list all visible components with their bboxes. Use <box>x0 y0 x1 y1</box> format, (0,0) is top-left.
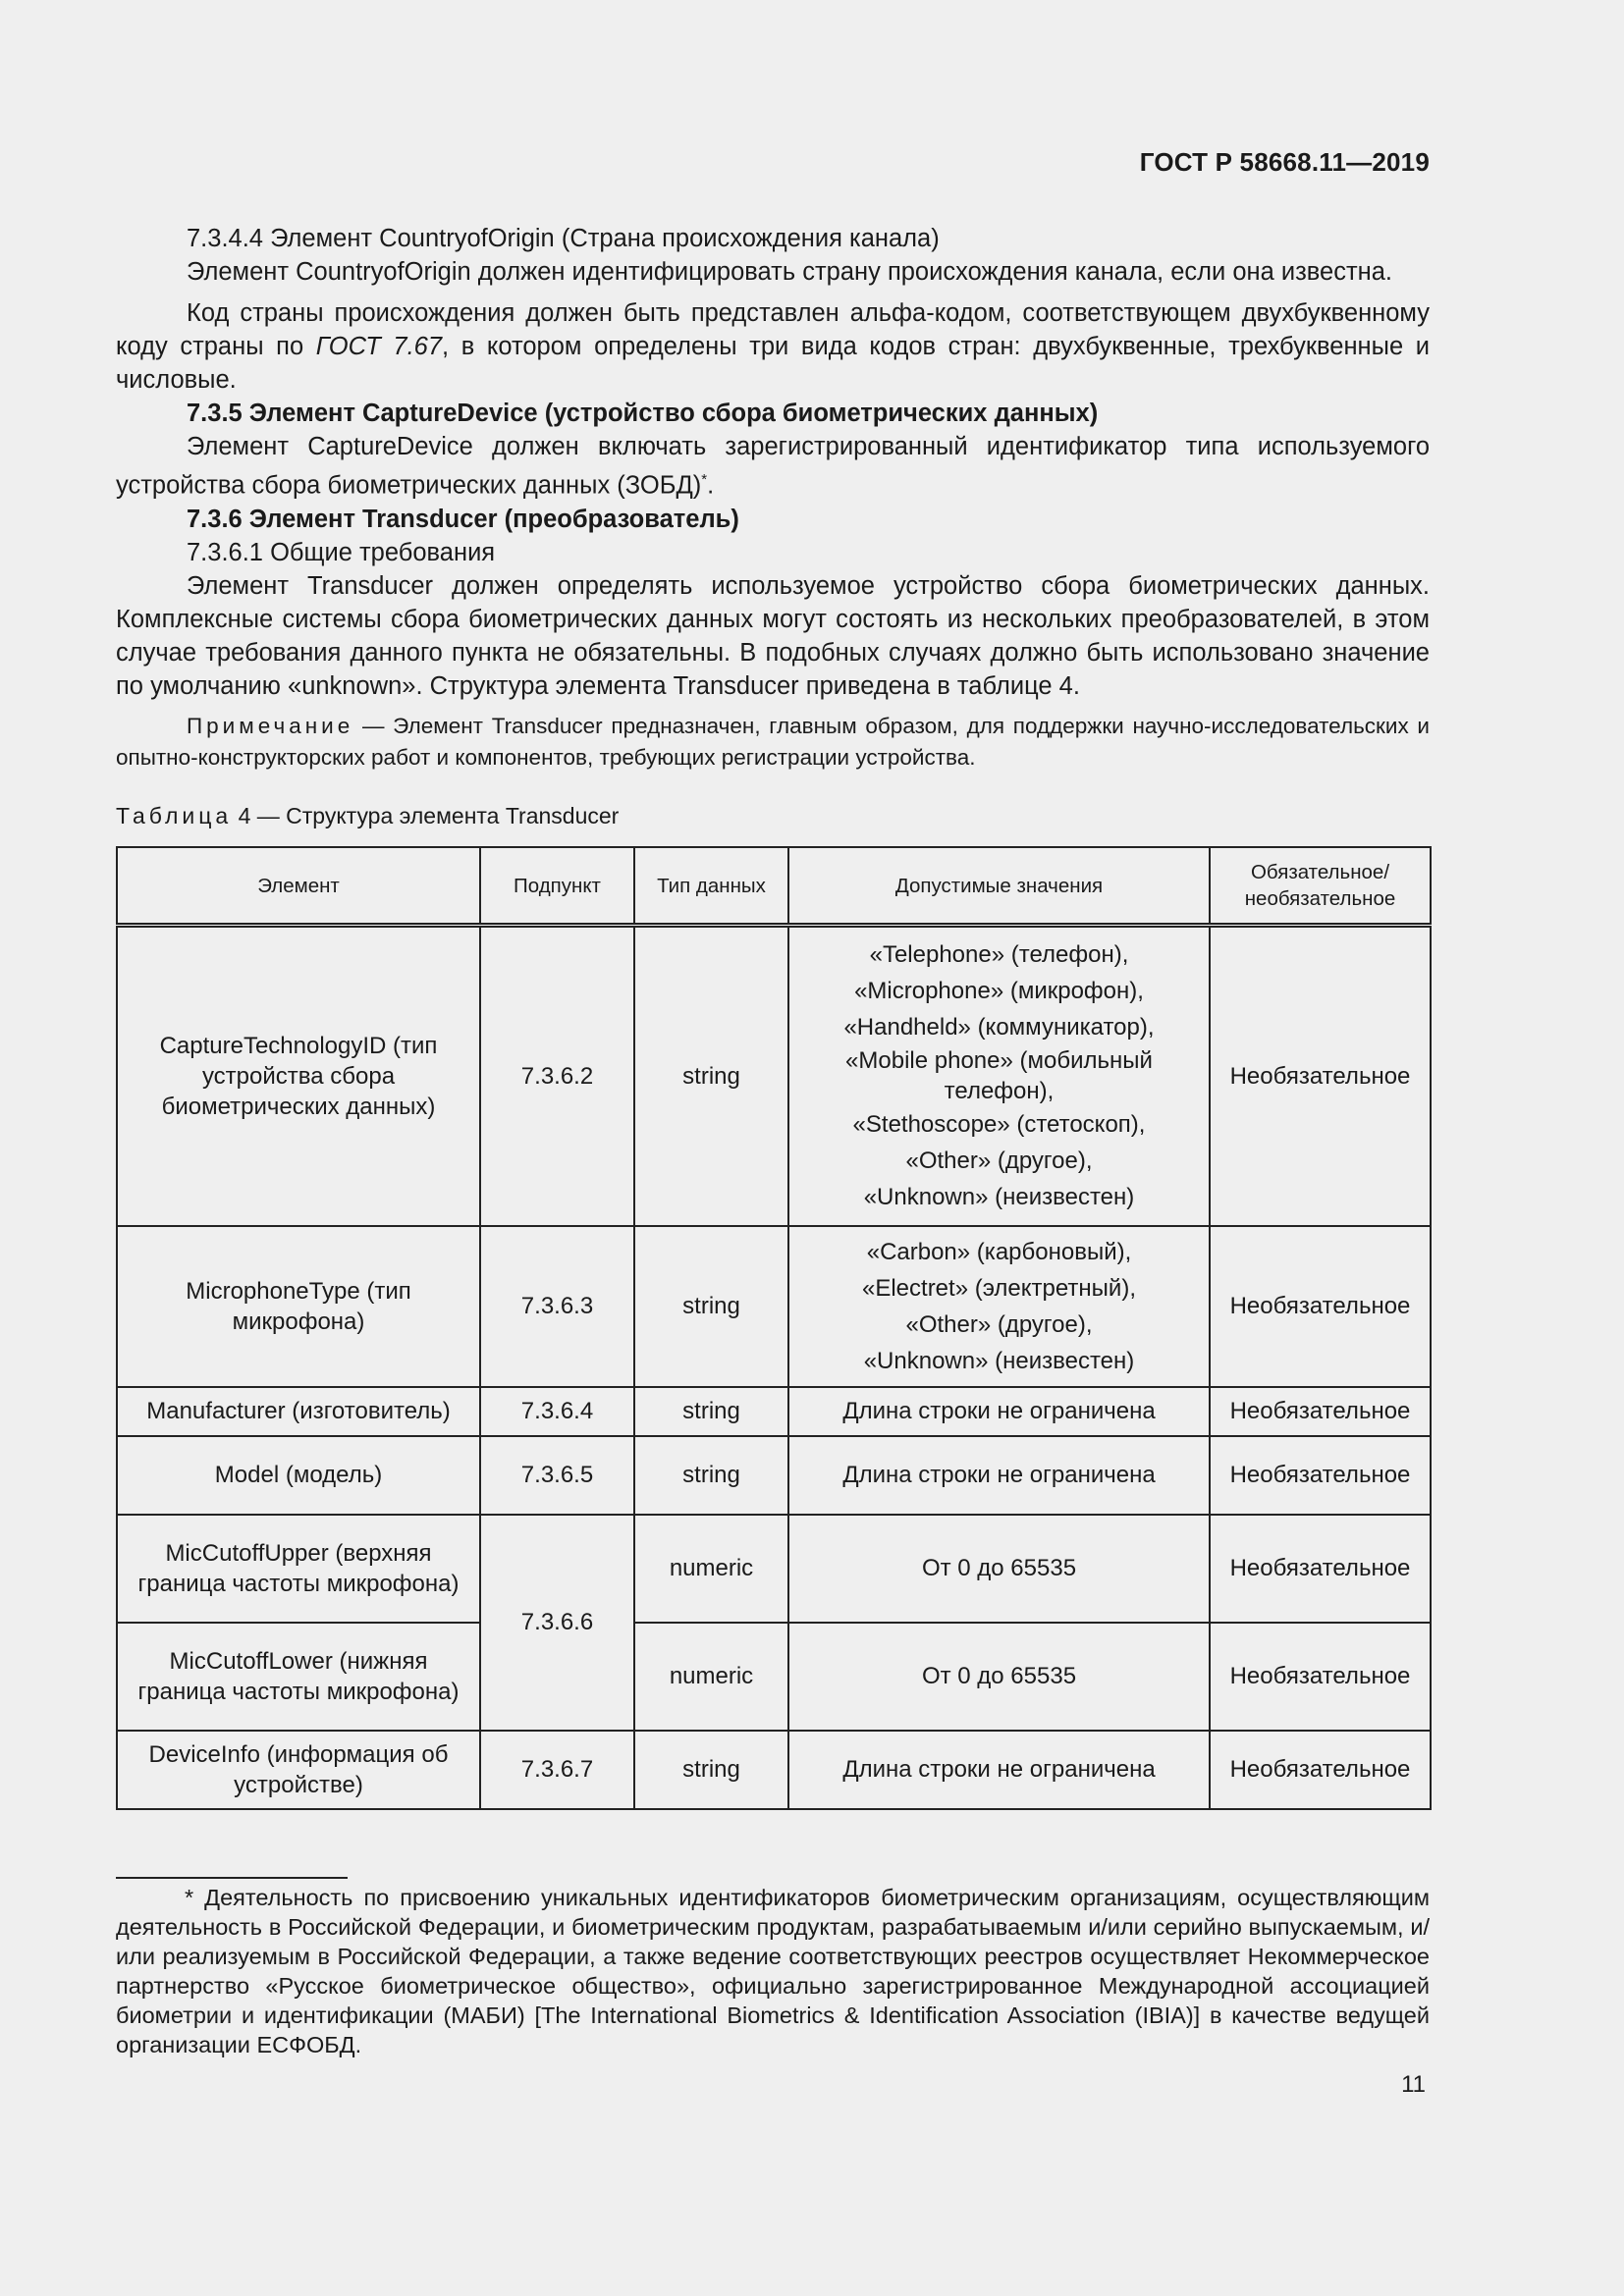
clause-7-3-4-4-heading: 7.3.4.4 Элемент CountryofOrigin (Страна происхождения канала) <box>187 225 940 252</box>
page-number: 11 <box>1401 2071 1426 2098</box>
header-required: Обязательное/ необязательное <box>1210 847 1431 926</box>
transducer-structure-table <box>116 846 1432 1810</box>
cell-clause: 7.3.6.2 <box>480 926 634 1226</box>
cell-clause: 7.3.6.4 <box>480 1387 634 1436</box>
cell-element: CaptureTechnologyID (тип устройства сбора биометрических данных) <box>117 926 480 1226</box>
body-text <box>116 222 1430 774</box>
value-item: «Other» (другое), <box>905 1310 1093 1338</box>
standard-code: ГОСТ Р 58668.11—2019 <box>1139 147 1430 177</box>
clause-7-3-5-heading: 7.3.5 Элемент CaptureDevice (устройство сбора биометрических данных) <box>187 400 1099 427</box>
value-item: «Other» (другое), <box>905 1148 1093 1175</box>
cell-clause: 7.3.6.3 <box>480 1226 634 1387</box>
cell-values <box>788 926 1210 1226</box>
cell-element: Manufacturer (изготовитель) <box>117 1387 480 1436</box>
value-item: «Electret» (электретный), <box>861 1274 1136 1302</box>
table-header-row <box>117 847 1431 926</box>
clause-7-3-6-1-heading: 7.3.6.1 Общие требования <box>187 538 496 566</box>
cell-required: Необязательное <box>1210 1436 1431 1515</box>
paragraph-country-code <box>116 296 1430 397</box>
cell-values <box>788 1226 1210 1387</box>
cell-required: Необязательное <box>1210 926 1431 1226</box>
header-element: Элемент <box>117 847 480 926</box>
cell-clause: 7.3.6.7 <box>480 1731 634 1809</box>
table-row <box>117 1387 1431 1436</box>
paragraph-capture-device <box>116 430 1430 503</box>
cell-required: Необязательное <box>1210 1226 1431 1387</box>
cell-type: numeric <box>634 1623 788 1731</box>
footnote-divider <box>116 1877 348 1879</box>
cell-required: Необязательное <box>1210 1515 1431 1623</box>
note-label: Примечание <box>187 713 354 738</box>
cell-required: Необязательное <box>1210 1731 1431 1809</box>
cell-type: string <box>634 1436 788 1515</box>
table-row <box>117 1623 1431 1731</box>
paragraph-country-of-origin: Элемент CountryofOrigin должен идентифицировать страну происхождения канала, если она известна. <box>187 258 1393 286</box>
cell-required: Необязательное <box>1210 1387 1431 1436</box>
table-row <box>117 1436 1431 1515</box>
value-item: «Stethoscope» (стетоскоп), <box>852 1111 1146 1139</box>
header-type: Тип данных <box>634 847 788 926</box>
cell-element: DeviceInfo (информация об устройстве) <box>117 1731 480 1809</box>
value-item: «Unknown» (неизвестен) <box>863 1184 1135 1211</box>
value-item: «Carbon» (карбоновый), <box>866 1238 1132 1265</box>
value-item: «Handheld» (коммуникатор), <box>843 1014 1155 1041</box>
cell-required: Необязательное <box>1210 1623 1431 1731</box>
footnote: * Деятельность по присвоению уникальных идентификаторов биометрическим организациям, осуществляющим деятельность в Российской Федерации, и биометрическим продуктам, разрабатываемым и/или серийно выпускаемым, и/или реализуемым в Российской Федерации, а также ведение соответствующих реестров осуществляет Некоммерческое партнерство «Русское биометрическое общество», официально зарегистрированное Международной ассоциацией биометрии и идентификации (МАБИ) [The International Biometrics & Identification Association (IBIA)] в качестве ведущей организации ЕСФОБД. <box>116 1885 1430 2057</box>
cell-values: От 0 до 65535 <box>788 1515 1210 1623</box>
table-row <box>117 926 1431 1226</box>
cell-type: string <box>634 926 788 1226</box>
cell-element: MicCutoffLower (нижняя граница частоты микрофона) <box>117 1623 480 1731</box>
cell-values: Длина строки не ограничена <box>788 1731 1210 1809</box>
cell-type: string <box>634 1731 788 1809</box>
footnote-marker: * <box>701 471 708 488</box>
clause-7-3-6-heading: 7.3.6 Элемент Transducer (преобразователь) <box>187 505 739 533</box>
cell-values: Длина строки не ограничена <box>788 1436 1210 1515</box>
table-caption <box>116 803 619 829</box>
paragraph-capture-device-text: Элемент CaptureDevice должен включать зарегистрированный идентификатор типа используемого устройства сбора биометрических данных (ЗОБД) <box>116 433 1430 500</box>
table-caption-text: 4 — Структура элемента Transducer <box>232 803 620 828</box>
table-caption-label: Таблица <box>116 803 233 828</box>
header-values: Допустимые значения <box>788 847 1210 926</box>
gost-reference: ГОСТ 7.67 <box>315 333 443 360</box>
cell-type: numeric <box>634 1515 788 1623</box>
cell-type: string <box>634 1226 788 1387</box>
table-row <box>117 1731 1431 1809</box>
cell-element: MicCutoffUpper (верхняя граница частоты микрофона) <box>117 1515 480 1623</box>
cell-element: Model (модель) <box>117 1436 480 1515</box>
cell-clause: 7.3.6.6 <box>480 1515 634 1731</box>
cell-element: MicrophoneType (тип микрофона) <box>117 1226 480 1387</box>
cell-values: Длина строки не ограничена <box>788 1387 1210 1436</box>
table-row <box>117 1226 1431 1387</box>
paragraph-country-code-a: Код страны происхождения должен быть представлен альфа-кодом, соответствующем двухбуквенному коду страны по <box>116 299 1430 360</box>
paragraph-capture-device-end: . <box>707 471 715 500</box>
cell-clause: 7.3.6.5 <box>480 1436 634 1515</box>
value-item: «Microphone» (микрофон), <box>854 978 1144 1005</box>
header-clause: Подпункт <box>480 847 634 926</box>
cell-type: string <box>634 1387 788 1436</box>
value-item: «Telephone» (телефон), <box>869 941 1129 969</box>
paragraph-transducer: Элемент Transducer должен определять используемое устройство сбора биометрических данных. Комплексные системы сбора биометрических данных могут состоять из нескольких преобразователей, в этом случае требования данного пункта не обязательны. В подобных случаях должно быть использовано значение по умолчанию «unknown». Структура элемента Transducer приведена в таблице 4. <box>116 571 1430 700</box>
value-item: «Mobile phone» (мобильный телефон), <box>845 1047 1153 1105</box>
paragraph-country-code-b: , в котором определены три вида кодов стран: двухбуквенные, трехбуквенные и числовые. <box>116 333 1430 394</box>
value-item: «Unknown» (неизвестен) <box>863 1347 1135 1374</box>
table-row <box>117 1515 1431 1623</box>
note-text: — Элемент Transducer предназначен, главным образом, для поддержки научно-исследовательских и опытно-конструкторских работ и компонентов, требующих регистрации устройства. <box>116 713 1430 770</box>
note <box>116 711 1430 774</box>
cell-values: От 0 до 65535 <box>788 1623 1210 1731</box>
